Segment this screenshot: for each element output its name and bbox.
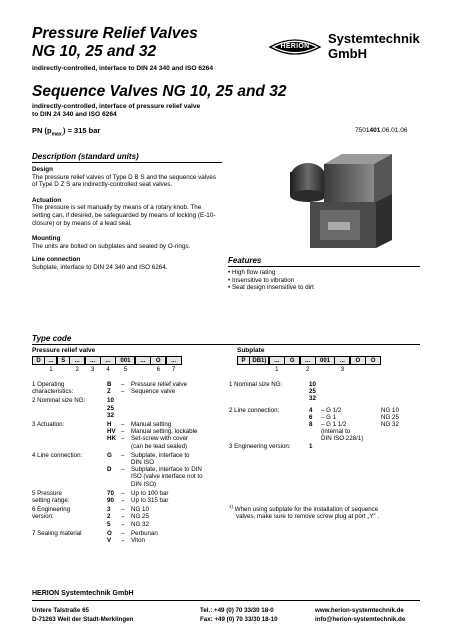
document-number: 7501401.06.01.06 — [355, 127, 408, 134]
prv-number-row — [32, 366, 181, 375]
legend-code: HV — [107, 428, 116, 436]
legend-row — [32, 395, 221, 404]
code-cell: S — [57, 356, 70, 365]
legend-desc — [131, 412, 221, 419]
code-cell: ... — [85, 356, 101, 365]
code-number: 2 — [75, 367, 79, 373]
legend-desc — [321, 381, 381, 388]
legend-dash: – — [121, 529, 125, 537]
legend-code: 5 — [107, 520, 111, 528]
features-heading: Features — [228, 256, 262, 265]
legend-row — [229, 421, 421, 428]
code-number: 1 — [49, 367, 53, 373]
line-connection-text: Subplate, interface to DIN 24 340 and ISO 6264. — [32, 263, 168, 271]
code-cell: DB1) — [249, 356, 269, 365]
legend-code: 10 — [309, 381, 316, 388]
legend-ng: NG 25 — [381, 413, 399, 421]
legend-row — [229, 395, 421, 402]
legend-code: 32 — [309, 395, 316, 403]
footer-address — [32, 606, 133, 624]
legend-ng: NG 32 — [381, 421, 399, 429]
legend-label — [229, 421, 309, 428]
code-cell: ... — [135, 356, 151, 365]
legend-ng: NG 10 — [381, 406, 399, 414]
legend-desc: Up to 315 bar — [131, 497, 169, 505]
legend-desc: Up to 100 bar — [131, 489, 169, 497]
legend-code: 10 — [107, 397, 114, 405]
legend-row — [32, 528, 221, 537]
mounting-text: The units are bolted on subplates and sealed by O-rings. — [32, 242, 191, 250]
legend-label: 3 Actuation: — [32, 421, 65, 429]
legend-ng — [381, 395, 421, 402]
legend-code: Z — [107, 388, 111, 396]
prv-code-row — [32, 356, 181, 365]
legend-ng — [381, 435, 421, 442]
footnote-mark: 1) — [229, 504, 234, 509]
legend-row — [32, 488, 221, 497]
legend-label: 6 Engineering — [32, 506, 71, 514]
footnote-line-2: valves, make sure to remove screw plug at port „Y“ . — [236, 513, 380, 521]
description-heading: Description (standard units) — [32, 152, 139, 161]
legend-code — [107, 481, 121, 488]
valve-product-image — [280, 150, 400, 255]
legend-row — [32, 504, 221, 513]
legend-label — [229, 414, 309, 421]
code-cell: ... — [334, 356, 350, 365]
legend-dash: – — [121, 388, 125, 396]
legend-row — [32, 443, 221, 450]
legend-label: version: — [32, 513, 54, 521]
type-code-heading: Type code — [32, 334, 72, 343]
legend-desc — [131, 395, 221, 404]
mounting-title: Mounting — [32, 235, 61, 243]
legend-row — [229, 428, 421, 435]
legend-row — [32, 428, 221, 435]
pn-rating: PN $(p_{max.}) = 315$ bar — [32, 126, 101, 138]
code-number: 3 — [340, 367, 345, 373]
legend-ng — [381, 381, 421, 388]
legend-code: 4 — [309, 406, 313, 414]
footer-website-link[interactable]: www.herion-systemtechnik.de — [315, 607, 404, 614]
code-cell: 001 — [115, 356, 135, 365]
legend-dash: – — [121, 421, 125, 429]
legend-dash: – — [121, 520, 125, 528]
feature-item: • High flow rating — [228, 269, 276, 276]
legend-label: 5 Pressure — [32, 489, 62, 497]
legend-row — [32, 481, 221, 488]
description-rule — [32, 162, 222, 163]
legend-row — [32, 412, 221, 419]
feature-item: • Insensitive to vibration — [228, 276, 295, 284]
footer-phone — [200, 606, 278, 624]
legend-dash — [121, 473, 131, 480]
herion-logo — [268, 30, 433, 66]
legend-label: 1 Operating — [32, 381, 65, 388]
legend-dash — [121, 443, 131, 450]
legend-row — [229, 381, 421, 388]
legend-label — [32, 473, 107, 480]
code-cell: D — [32, 356, 45, 365]
logo-name-1: Systemtechnik — [328, 31, 420, 46]
legend-row — [229, 414, 421, 421]
legend-dash — [121, 395, 131, 404]
legend-row — [32, 419, 221, 428]
footer-email-link[interactable]: info@herion-systemtechnik.de — [315, 616, 406, 623]
code-cell: G — [284, 356, 300, 365]
legend-dash — [121, 459, 131, 466]
legend-label — [229, 395, 309, 402]
code-number: 6 — [156, 367, 160, 373]
legend-code — [309, 428, 321, 435]
legend-code: 1 — [309, 442, 313, 450]
legend-desc: Manual setting, lockable — [131, 428, 198, 436]
title-sequence-valves: Sequence Valves NG 10, 25 and 32 — [32, 83, 287, 100]
legend-label: 3 Engineering version: — [229, 442, 291, 450]
legend-row — [229, 407, 421, 414]
footer-fax: Fax: +49 (0) 70 33/30 18-10 — [200, 616, 278, 623]
legend-desc: DIN ISO 228/1) — [321, 435, 364, 443]
features-rule — [228, 266, 420, 267]
footer-company: HERION Systemtechnik GmbH — [32, 590, 134, 597]
legend-label — [32, 443, 107, 450]
code-cell: O — [150, 356, 166, 365]
legend-desc: Viton — [131, 537, 145, 545]
legend-code: G — [107, 451, 112, 459]
legend-code — [309, 435, 321, 442]
legend-ng — [381, 428, 421, 435]
code-cell: 001 — [315, 356, 335, 365]
code-cell: O — [365, 356, 381, 365]
footer-rule — [32, 600, 420, 601]
code-cell: ... — [100, 356, 116, 365]
code-number: 4 — [106, 367, 110, 373]
legend-desc: Sequence valve — [131, 388, 176, 396]
legend-desc: Manual setting — [131, 421, 172, 429]
legend-dash — [121, 481, 131, 488]
legend-dash: – — [121, 506, 125, 514]
legend-code: 70 — [107, 489, 114, 497]
code-cell: ... — [69, 356, 85, 365]
feature-item: • Seat design insensitive to dirt — [228, 284, 314, 292]
legend-code: D — [107, 466, 112, 474]
legend-label: characteristics: — [32, 388, 74, 396]
legend-row — [32, 459, 221, 466]
legend-ng — [381, 443, 421, 450]
legend-row — [229, 443, 421, 450]
legend-desc: (internal to — [321, 428, 351, 436]
line-connection-title: Line connection — [32, 256, 81, 264]
title-pressure-relief: Pressure Relief Valves — [32, 25, 198, 42]
legend-label — [32, 405, 107, 412]
legend-code — [107, 443, 121, 450]
legend-desc: Set-screw with cover — [131, 435, 189, 443]
legend-desc — [131, 405, 221, 412]
type-code-rule — [32, 344, 420, 345]
design-text: The pressure relief valves of Type D B S and the sequence valves of Type D Z S are indirectly-controlled seat valves. — [32, 173, 216, 189]
legend-row — [32, 450, 221, 459]
legend-label — [229, 428, 309, 435]
description-body — [32, 166, 217, 272]
footer-city: D-71263 Weil der Stadt-Merklingen — [32, 616, 134, 623]
legend-dash: – — [121, 537, 125, 545]
footnote — [229, 503, 379, 521]
legend-label: 1 Nominal size NG: — [229, 381, 283, 388]
legend-row — [32, 466, 221, 473]
legend-label — [32, 481, 107, 488]
design-title: Design — [32, 166, 53, 173]
legend-desc: Subplate, interface to DIN — [131, 466, 202, 474]
legend-code: 90 — [107, 497, 114, 505]
subtitle-2b: to DIN 24 340 and ISO 6264 — [32, 111, 117, 118]
legend-code: H — [107, 421, 112, 429]
code-cell: O — [350, 356, 366, 365]
legend-desc: DIN ISO) — [131, 480, 157, 488]
legend-label — [32, 466, 107, 473]
legend-desc: Pressure relief valve — [131, 381, 188, 388]
legend-code: 8 — [309, 421, 313, 429]
footnote-line-1: When using subplate for the installation of sequence — [234, 506, 379, 514]
code-number: 5 — [123, 367, 128, 373]
legend-desc: (can be lead sealed) — [131, 442, 188, 450]
legend-ng — [381, 388, 421, 395]
legend-row — [229, 388, 421, 395]
subtitle-1: indirectly-controlled, interface to DIN 24 340 and ISO 6264 — [32, 65, 214, 72]
legend-dash: – — [121, 497, 125, 505]
legend-desc: DIN ISO — [131, 459, 155, 467]
legend-dash: – — [121, 466, 125, 474]
legend-desc: – G 1 1/2 — [321, 421, 347, 429]
logo-name-2: GmbH — [328, 46, 367, 61]
legend-row — [32, 497, 221, 504]
legend-dash: – — [121, 428, 125, 436]
code-number: 2 — [305, 367, 310, 373]
legend-desc: NG 10 — [131, 506, 149, 514]
legend-label: 2 Nominal size NG: — [32, 397, 86, 405]
subplate-number-row — [237, 366, 350, 375]
legend-row — [32, 473, 221, 480]
legend-dash — [121, 412, 131, 419]
actuation-title: Actuation — [32, 196, 62, 204]
subplate-label: Subplate — [237, 347, 265, 354]
legend-dash: – — [121, 435, 125, 443]
legend-label — [32, 435, 107, 442]
legend-desc: – G 1/2 — [321, 406, 342, 414]
code-number: 1 — [275, 367, 279, 373]
legend-row — [32, 537, 221, 544]
legend-code: 6 — [309, 413, 313, 421]
legend-dash: – — [121, 513, 125, 521]
legend-code: HK — [107, 435, 116, 443]
legend-label — [32, 412, 107, 419]
footer-contact — [315, 606, 405, 624]
legend-code: O — [107, 529, 112, 537]
legend-desc — [321, 388, 381, 395]
legend-code: B — [107, 381, 112, 388]
legend-label — [32, 428, 107, 435]
subtitle-2a: indirectly-controlled, interface of pressure relief valve — [32, 103, 201, 110]
code-number: 7 — [171, 367, 176, 373]
logo-emblem — [268, 36, 322, 58]
legend-code: V — [107, 537, 112, 545]
legend-code — [107, 473, 121, 480]
legend-row — [32, 388, 221, 395]
legend-desc — [321, 395, 381, 402]
legend-code — [107, 459, 121, 466]
legend-desc: NG 25 — [131, 513, 149, 521]
legend-row — [229, 435, 421, 442]
subplate-code-row — [237, 356, 381, 365]
legend-desc: Perbunan — [131, 529, 158, 537]
legend-row — [32, 405, 221, 412]
legend-label — [32, 537, 107, 544]
features-list — [228, 269, 314, 292]
code-cell: ... — [166, 356, 182, 365]
code-cell: ... — [300, 356, 316, 365]
code-cell: P — [237, 356, 250, 365]
legend-code: 25 — [107, 404, 114, 412]
legend-label: 7 Sealing material — [32, 529, 82, 537]
actuation-text: The pressure is set manually by means of a rotary knob. The setting can, if desired, be safeguarded by means of locking (E-10-closure) or by means of a lead seal. — [32, 204, 216, 227]
legend-code: 32 — [107, 411, 114, 419]
legend-row — [32, 381, 221, 388]
legend-desc — [321, 443, 381, 450]
prv-label: Pressure relief valve — [32, 347, 96, 354]
code-cell: ... — [269, 356, 285, 365]
footer-street: Untere Talstraße 65 — [32, 607, 89, 614]
legend-label: setting range: — [32, 497, 70, 505]
legend-desc: NG 32 — [131, 520, 149, 528]
legend-dash — [121, 405, 131, 412]
legend-desc: ISO (valve interface not to — [131, 473, 203, 481]
footer-tel: Tel.: +49 (0) 70 33/30 18-0 — [200, 607, 274, 614]
legend-desc: Subplate, interface to — [131, 451, 190, 459]
legend-desc: – G 1 — [321, 413, 337, 421]
legend-row — [32, 513, 221, 520]
legend-row — [32, 435, 221, 442]
subplate-code-legend — [229, 381, 421, 450]
valve-code-legend — [32, 381, 221, 544]
legend-label: 4 Line connection: — [32, 451, 83, 459]
legend-dash: – — [121, 489, 125, 497]
legend-label — [229, 435, 309, 442]
legend-label: 2 Line connection: — [229, 406, 280, 414]
logo-brand: HERION — [280, 43, 310, 50]
code-number: 3 — [90, 367, 95, 373]
legend-label — [229, 388, 309, 395]
legend-row — [32, 521, 221, 528]
legend-code: 2 — [107, 513, 111, 521]
legend-dash: – — [121, 451, 125, 459]
legend-dash: – — [121, 381, 125, 388]
title-ng: NG 10, 25 and 32 — [32, 43, 157, 60]
code-cell: ... — [44, 356, 57, 365]
legend-code: 25 — [309, 388, 316, 396]
legend-label — [32, 521, 107, 528]
legend-code: 3 — [107, 506, 111, 514]
legend-label — [32, 459, 107, 466]
